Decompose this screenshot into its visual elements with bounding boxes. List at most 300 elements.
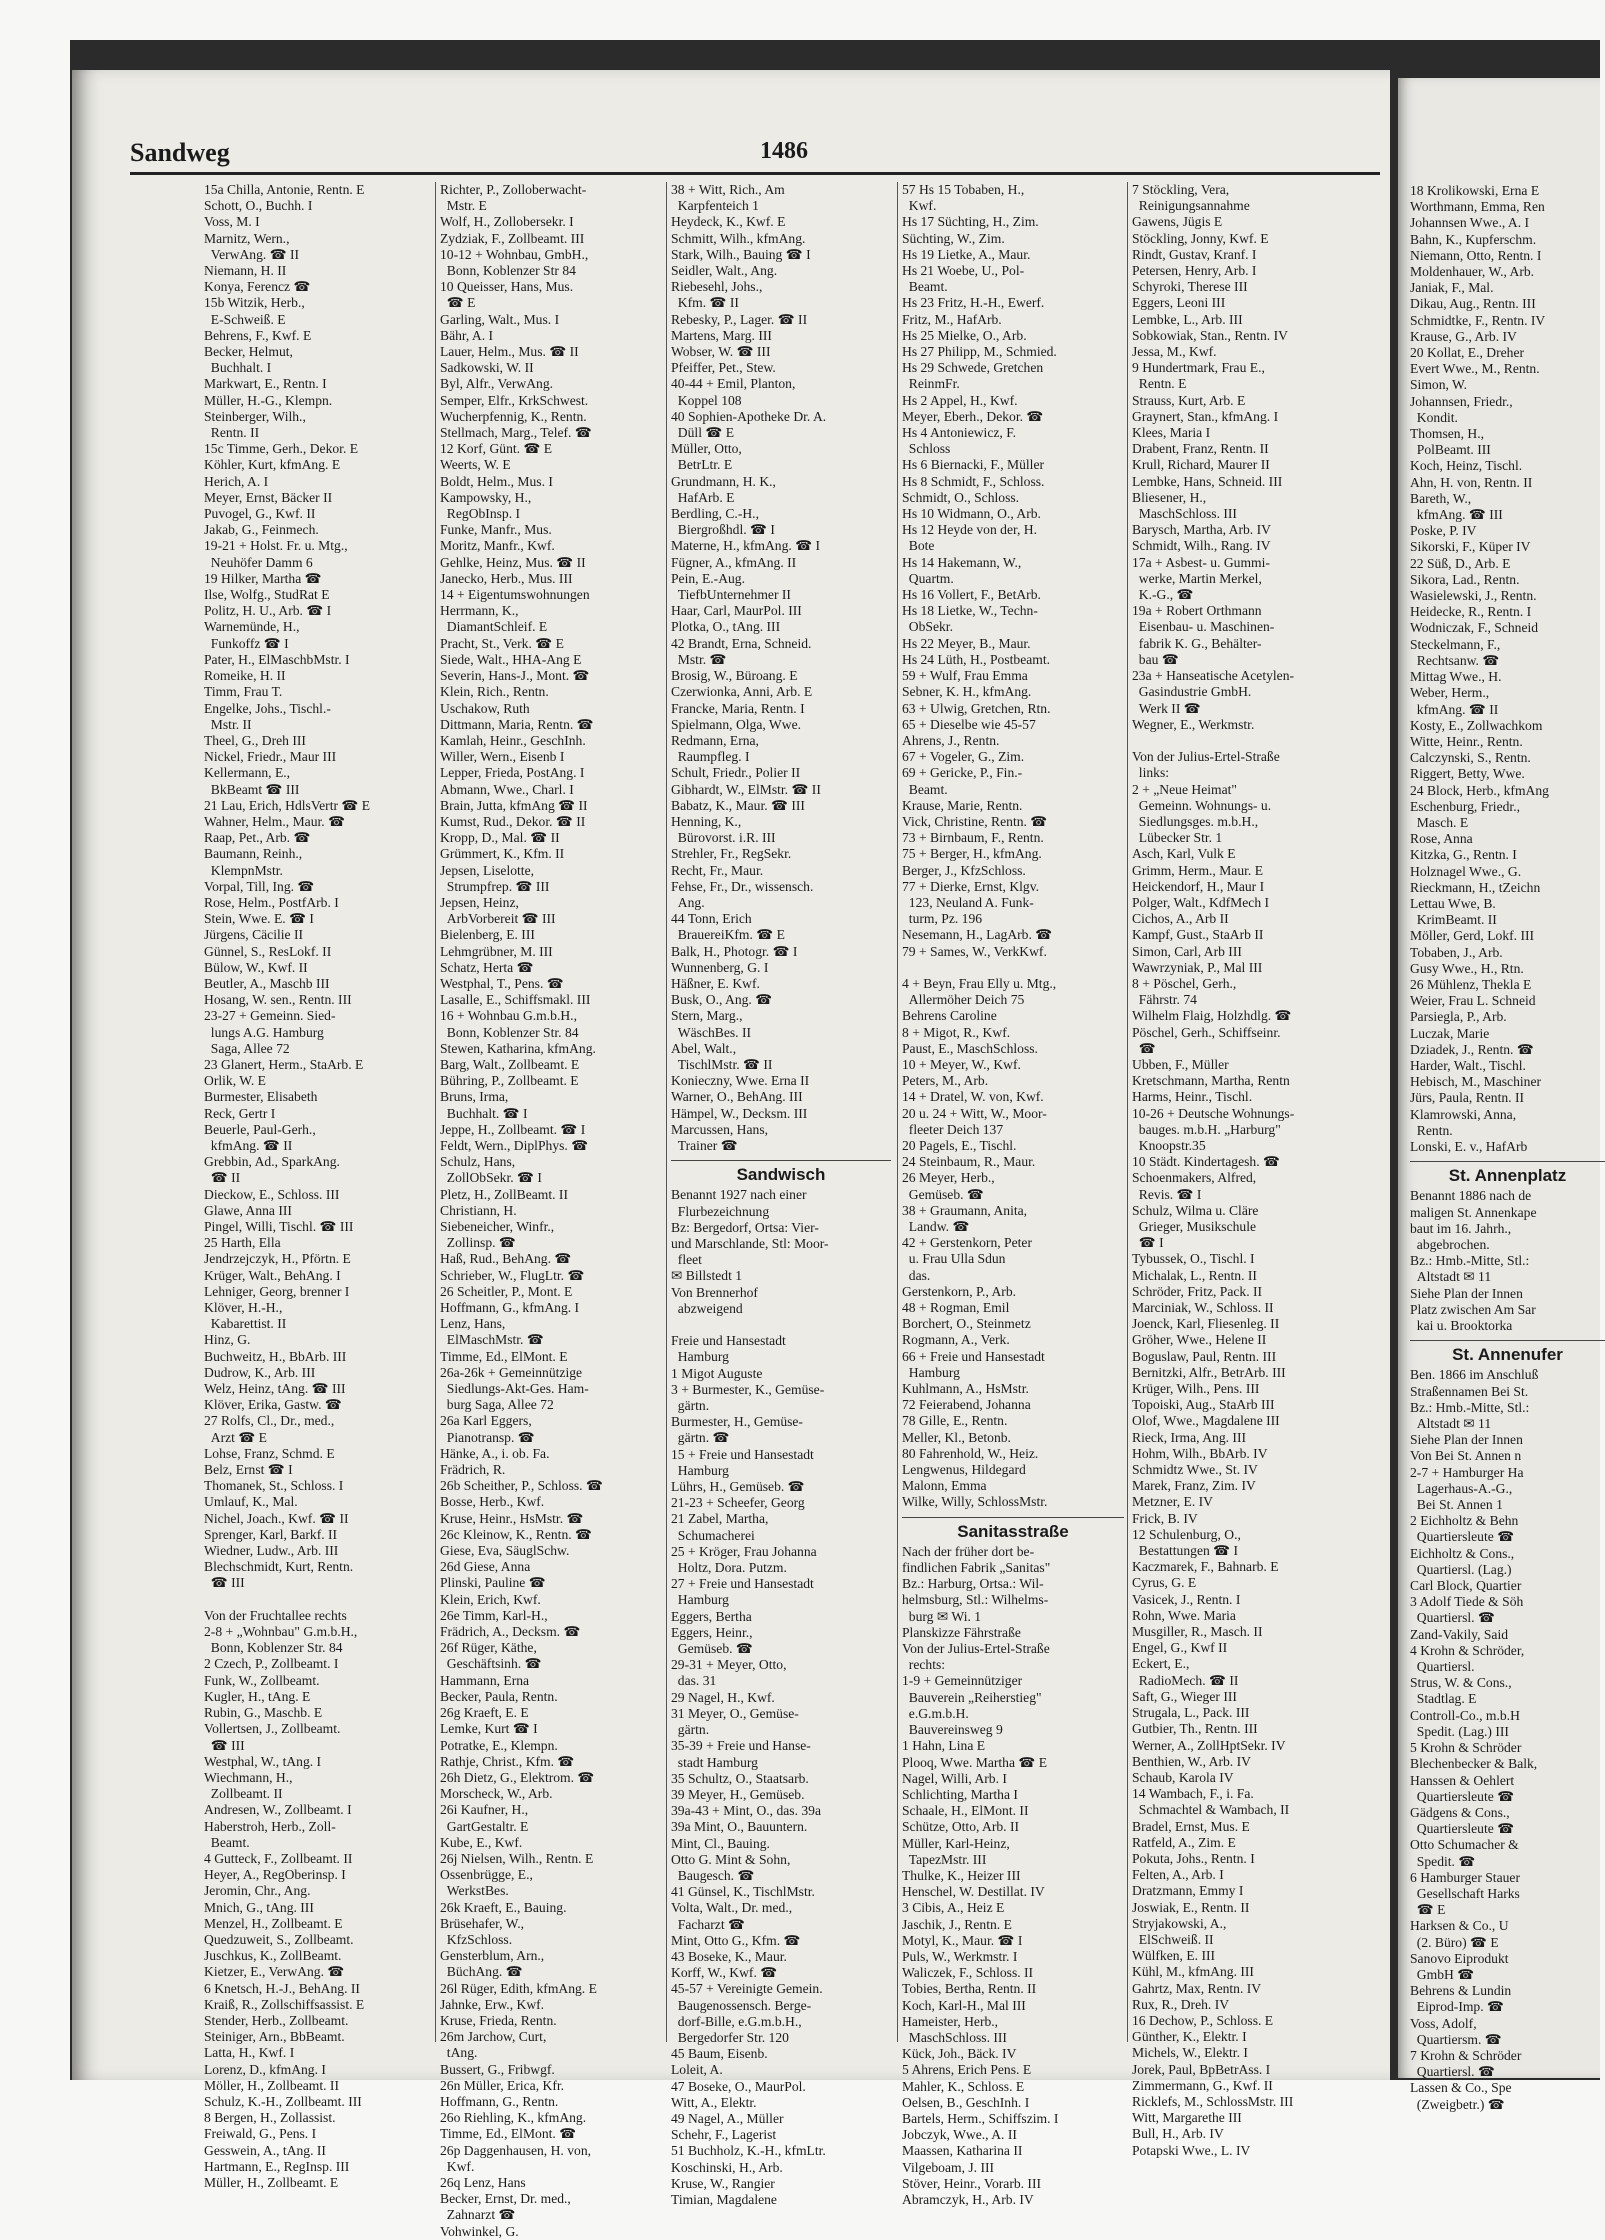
directory-entry: Puls, W., Werkmstr. I (902, 1948, 1018, 1964)
directory-entry: 73 + Birnbaum, F., Rentn. (902, 830, 1044, 846)
directory-entry: Graynert, Stan., kfmAng. I (1132, 408, 1279, 424)
directory-entry: Werner, A., ZollHptSekr. IV (1132, 1737, 1286, 1753)
directory-entry: Timme, Ed., ElMont. ☎ (440, 2126, 577, 2142)
directory-entry: Bareth, W., (1410, 490, 1472, 506)
directory-entry: Wasielewski, J., Rentn. (1410, 588, 1537, 604)
directory-entry: Lengwenus, Hildegard (902, 1462, 1026, 1478)
directory-entry: Warner, O., BehAng. III (671, 1089, 803, 1105)
directory-entry: Klees, Maria I (1132, 425, 1211, 441)
directory-entry: Redmann, Erna, (671, 732, 759, 748)
directory-entry: Dikau, Aug., Rentn. III (1410, 296, 1536, 312)
directory-entry: Von der Julius-Ertel-Straße (902, 1641, 1050, 1657)
directory-entry: Heickendorf, H., Maur I (1132, 878, 1265, 894)
directory-entry: Lembke, L., Arb. III (1132, 311, 1243, 327)
directory-entry: 1 Migot Auguste (671, 1365, 763, 1381)
directory-entry: 78 Gille, E., Rentn. (902, 1413, 1008, 1429)
directory-entry: 42 + Gerstenkorn, Peter (902, 1235, 1032, 1251)
directory-entry: Zahnarzt ☎ (440, 2207, 516, 2223)
directory-entry: BüchAng. ☎ (440, 1964, 523, 1980)
directory-entry: stadt Hamburg (671, 1754, 758, 1770)
directory-entry: Rentn. E (1132, 376, 1187, 392)
directory-entry: 35 Schultz, O., Staatsarb. (671, 1770, 809, 1786)
directory-entry: Stewen, Katharina, kfmAng. (440, 1040, 596, 1056)
directory-entry: 14 + Dratel, W. von, Kwf. (902, 1089, 1044, 1105)
directory-entry: 4 Gutteck, F., Zollbeamt. II (204, 1850, 353, 1866)
directory-entry: Günnel, S., ResLokf. II (204, 943, 332, 959)
directory-entry: 10 + Meyer, W., Kwf. (902, 1056, 1021, 1072)
directory-entry: Rentn. II (204, 425, 260, 441)
directory-entry: Siedlungsges. m.b.H., (1132, 813, 1259, 829)
directory-entry: Kruse, Heinr., HsMstr. ☎ (440, 1510, 584, 1526)
directory-entry: fabrik K. G., Behälter- (1132, 635, 1262, 651)
directory-column-4 (897, 182, 1124, 2207)
directory-entry: Eichholtz & Cons., (1410, 1545, 1515, 1561)
directory-entry: Kietzer, E., VerwAng. ☎ (204, 1964, 345, 1980)
directory-entry: Umlauf, K., Mal. (204, 1494, 298, 1510)
directory-entry: Behrens & Lundin (1410, 1983, 1512, 1999)
directory-entry: Altstadt ✉ 11 (1410, 1269, 1492, 1285)
directory-entry: Eschenburg, Friedr., (1410, 798, 1520, 814)
directory-entry: Reck, Gertr I (204, 1105, 276, 1121)
directory-entry: Hs 19 Lietke, A., Maur. (902, 246, 1031, 262)
directory-entry: ElMaschMstr. ☎ (440, 1332, 544, 1348)
directory-entry: 3 + Burmester, K., Gemüse- (671, 1381, 825, 1397)
directory-entry: MaschSchloss. III (1132, 506, 1237, 522)
directory-entry: Holznagel Wwe., G. (1410, 863, 1522, 879)
directory-entry: 2-8 + „Wohnbau" G.m.b.H., (204, 1624, 358, 1640)
directory-entry: 39 Meyer, H., Gemüseb. (671, 1786, 805, 1802)
directory-entry: Nesemann, H., LagArb. ☎ (902, 927, 1053, 943)
directory-entry: Quedzuweit, S., Zollbeamt. (204, 1931, 354, 1947)
section-divider (1410, 1340, 1605, 1341)
directory-entry: Masch. E (1410, 814, 1469, 830)
directory-entry: Ben. 1866 im Anschluß (1410, 1367, 1539, 1383)
directory-entry: PolBeamt. III (1410, 442, 1491, 458)
directory-entry: Beamt. (902, 279, 948, 295)
directory-entry: 14 Wambach, F., i. Fa. (1132, 1786, 1254, 1802)
directory-entry: 3 Adolf Tiede & Söh (1410, 1594, 1524, 1610)
directory-entry: Meyer, Eberh., Dekor. ☎ (902, 408, 1044, 424)
directory-entry: Timme, Ed., ElMont. E (440, 1348, 568, 1364)
directory-entry: Schlichting, Martha I (902, 1786, 1018, 1802)
directory-entry: Andresen, W., Zollbeamt. I (204, 1802, 352, 1818)
directory-entry: Nach der früher dort be- (902, 1543, 1035, 1559)
directory-entry: 27 + Freie und Hansestadt (671, 1576, 814, 1592)
directory-entry: Lübecker Str. 1 (1132, 830, 1223, 846)
header-rule (130, 172, 1380, 175)
directory-entry: Maassen, Katharina II (902, 2143, 1023, 2159)
directory-entry: Bühring, P., Zollbeamt. E (440, 1073, 579, 1089)
directory-entry: 39a Mint, O., Bauuntern. (671, 1819, 808, 1835)
directory-entry: 72 Feierabend, Johanna (902, 1397, 1031, 1413)
directory-entry: Lassen & Co., Spe (1410, 2080, 1512, 2096)
directory-entry: ☎ E (1410, 1902, 1446, 1918)
directory-entry: Felten, A., Arb. I (1132, 1867, 1224, 1883)
directory-entry: Warnemünde, H., (204, 619, 300, 635)
directory-entry: Drabent, Franz, Rentn. II (1132, 441, 1269, 457)
directory-entry: Spielmann, Olga, Wwe. (671, 716, 801, 732)
directory-entry: Dieckow, E., Schloss. III (204, 1186, 340, 1202)
directory-entry: Quartiersl. ☎ (1410, 1610, 1495, 1626)
directory-entry: Balk, H., Photogr. ☎ I (671, 943, 798, 959)
directory-entry: Stadtlag. E (1410, 1691, 1477, 1707)
directory-entry: Harms, Heinr., Tischl. (1132, 1089, 1253, 1105)
directory-entry: Lonski, E. v., HafArb (1410, 1138, 1528, 1154)
directory-entry: Haß, Rud., BehAng. ☎ (440, 1251, 572, 1267)
directory-entry: Quartiersl. ☎ (1410, 2064, 1495, 2080)
directory-entry: 21 Lau, Erich, HdlsVertr ☎ E (204, 797, 371, 813)
directory-entry: Abramczyk, H., Arb. IV (902, 2191, 1034, 2207)
directory-entry: Haberstroh, Herb., Zoll- (204, 1818, 336, 1834)
directory-entry: 40-44 + Emil, Planton, (671, 376, 796, 392)
directory-entry: Schaub, Karola IV (1132, 1769, 1234, 1785)
directory-entry: Jepsen, Liselotte, (440, 862, 535, 878)
directory-entry: Allermöher Deich 75 (902, 992, 1025, 1008)
directory-entry: Klein, Rich., Rentn. (440, 684, 549, 700)
directory-entry: Dziadek, J., Rentn. ☎ (1410, 1041, 1534, 1057)
directory-entry: Hs 2 Appel, H., Kwf. (902, 392, 1018, 408)
directory-entry: Worthmann, Emma, Ren (1410, 199, 1545, 215)
directory-entry: Zollinsp. ☎ (440, 1235, 516, 1251)
directory-entry: E-Schweiß. E (204, 311, 286, 327)
directory-entry: Hs 4 Antoniewicz, F. (902, 425, 1017, 441)
directory-entry: Pein, E.-Aug. (671, 570, 746, 586)
directory-entry: Mittag Wwe., H. (1410, 669, 1502, 685)
directory-entry: ReinmFr. (902, 376, 960, 392)
directory-entry: Meyer, Ernst, Bäcker II (204, 489, 333, 505)
directory-entry: Bauverein „Reiherstieg" (902, 1689, 1042, 1705)
directory-entry: Quartiersleute ☎ (1410, 1529, 1515, 1545)
directory-entry: Jepsen, Heinz, (440, 894, 519, 910)
directory-entry: 80 Fahrenhold, W., Heiz. (902, 1445, 1039, 1461)
directory-entry: Grimm, Herm., Maur. E (1132, 862, 1264, 878)
directory-entry: Beutler, A., Maschb III (204, 975, 330, 991)
directory-entry: Markwart, E., Rentn. I (204, 376, 327, 392)
directory-entry: Straßennamen Bei St. (1410, 1383, 1529, 1399)
directory-entry: 43 Boseke, K., Maur. (671, 1948, 787, 1964)
directory-entry: Benthien, W., Arb. IV (1132, 1753, 1251, 1769)
directory-entry: Saga, Allee 72 (204, 1040, 290, 1056)
directory-entry: Klöver, Erika, Gastw. ☎ (204, 1397, 342, 1413)
directory-entry: Bliesener, H., (1132, 489, 1207, 505)
page-number: 1486 (760, 138, 808, 164)
directory-entry: 44 Tonn, Erich (671, 911, 752, 927)
directory-entry: Süchting, W., Zim. (902, 230, 1005, 246)
directory-entry: Buchhalt. ☎ I (440, 1105, 528, 1121)
directory-entry: DiamantSchleif. E (440, 619, 548, 635)
directory-entry: Hs 14 Hakemann, W., (902, 554, 1022, 570)
directory-entry: 51 Buchholz, K.-H., kfmLtr. (671, 2143, 826, 2159)
directory-entry: Spedit. ☎ (1410, 1853, 1476, 1869)
directory-entry: 67 + Vogeler, G., Zim. (902, 749, 1025, 765)
directory-entry: 20 u. 24 + Witt, W., Moor- (902, 1105, 1047, 1121)
directory-entry: Waliczek, F., Schloss. II (902, 1965, 1034, 1981)
directory-entry: Lembke, Hans, Schneid. III (1132, 473, 1283, 489)
directory-entry: Bernitzki, Alfr., BetrArb. III (1132, 1364, 1286, 1380)
directory-entry: Michalak, L., Rentn. II (1132, 1267, 1257, 1283)
directory-entry: Pokuta, Johs., Rentn. I (1132, 1850, 1255, 1866)
directory-entry: 27 Rolfs, Cl., Dr., med., (204, 1413, 335, 1429)
directory-entry: Gerstenkorn, P., Arb. (902, 1283, 1017, 1299)
directory-entry: Müller, Karl-Heinz, (902, 1835, 1010, 1851)
directory-entry: Sprenger, Karl, Barkf. II (204, 1526, 338, 1542)
directory-entry: Giese, Eva, SäuglSchw. (440, 1543, 570, 1559)
directory-entry: Lepper, Frieda, PostAng. I (440, 765, 585, 781)
directory-entry: Cichos, A., Arb II (1132, 911, 1229, 927)
directory-entry: Gemeinn. Wohnungs- u. (1132, 797, 1272, 813)
directory-entry: bau ☎ (1132, 651, 1179, 667)
section-divider (671, 1160, 891, 1161)
directory-entry: Quartiersm. ☎ (1410, 2031, 1502, 2047)
directory-entry: 17a + Asbest- u. Gummi- (1132, 554, 1270, 570)
directory-entry: Bonn, Koblenzer Str. 84 (440, 1024, 579, 1040)
directory-entry: Frick, B. IV (1132, 1510, 1198, 1526)
directory-entry: Brüsehafer, W., (440, 1915, 525, 1931)
directory-entry: Biergroßhdl. ☎ I (671, 522, 775, 538)
directory-entry: 25 Harth, Ella (204, 1235, 281, 1251)
directory-entry: Bähr, A. I (440, 327, 494, 343)
directory-entry: Schloss (902, 441, 951, 457)
directory-entry: TapezMstr. III (902, 1851, 987, 1867)
directory-entry: Wülfken, E. III (1132, 1948, 1216, 1964)
directory-entry: Hs 8 Schmidt, F., Schloss. (902, 473, 1045, 489)
directory-entry: Wiechmann, H., (204, 1769, 293, 1785)
directory-entry: 26q Lenz, Hans (440, 2174, 526, 2190)
directory-entry: 2 + „Neue Heimat" (1132, 781, 1237, 797)
directory-entry: Bruns, Irma, (440, 1089, 509, 1105)
directory-entry: 26a-26k + Gemeinnützige (440, 1364, 583, 1380)
directory-entry: Witt, Margarethe III (1132, 2110, 1242, 2126)
directory-entry: Plotka, O., tAng. III (671, 619, 781, 635)
directory-entry: Wodniczak, F., Schneid (1410, 620, 1539, 636)
directory-entry: (Zweigbetr.) ☎ (1410, 2096, 1505, 2112)
adjacent-page-column (1410, 183, 1605, 2113)
directory-entry: Stöckling, Jonny, Kwf. E (1132, 230, 1269, 246)
directory-entry: Bestattungen ☎ I (1132, 1543, 1239, 1559)
directory-entry: helmsburg, Stl.: Wilhelms- (902, 1592, 1049, 1608)
directory-entry: Günther, K., Elektr. I (1132, 2029, 1247, 2045)
directory-entry: 7 Stöckling, Vera, (1132, 182, 1230, 197)
directory-entry: Stryjakowski, A., (1132, 1915, 1227, 1931)
directory-entry: Hameister, Herb., (902, 2013, 999, 2029)
directory-entry: BrauereiKfm. ☎ E (671, 927, 785, 943)
directory-entry: 39a-43 + Mint, O., das. 39a (671, 1803, 822, 1819)
directory-entry (671, 1317, 891, 1333)
directory-entry: Rathje, Christ., Kfm. ☎ (440, 1753, 575, 1769)
directory-entry: 123, Neuland A. Funk- (902, 894, 1034, 910)
directory-entry: Jeromin, Chr., Ang. (204, 1883, 311, 1899)
directory-entry: Hamburg (671, 1592, 729, 1608)
directory-entry: Vorpal, Till, Ing. ☎ (204, 878, 315, 894)
directory-entry: Metzner, E. IV (1132, 1494, 1213, 1510)
directory-entry: 4 + Beyn, Frau Elly u. Mtg., (902, 975, 1057, 991)
directory-entry: 42 Brandt, Erna, Schneid. (671, 635, 812, 651)
directory-entry: Kraiß, R., Zollschiffsassist. E (204, 1996, 365, 2012)
directory-entry: Siedlungs-Akt-Ges. Ham- (440, 1381, 589, 1397)
directory-entry: Jeppe, H., Zollbeamt. ☎ I (440, 1121, 586, 1137)
directory-entry: Latta, H., Kwf. I (204, 2045, 295, 2061)
directory-entry: Baugenossensch. Berge- (671, 1997, 812, 2013)
directory-entry: 29 Nagel, H., Kwf. (671, 1689, 775, 1705)
directory-entry: Schehr, F., Lagerist (671, 2127, 777, 2143)
directory-entry: Grieger, Musikschule (1132, 1219, 1257, 1234)
directory-entry: Sebner, K. H., kfmAng. (902, 684, 1032, 700)
directory-entry: Marnitz, Wern., (204, 230, 290, 246)
directory-entry: WerkstBes. (440, 1883, 509, 1899)
directory-entry: Jaschik, J., Rentn. E (902, 1916, 1012, 1932)
directory-entry: Ubben, F., Müller (1132, 1056, 1229, 1072)
directory-entry: Loleit, A. (671, 2062, 723, 2078)
directory-entry: Vasicek, J., Rentn. I (1132, 1591, 1241, 1607)
directory-entry: Grümmert, K., Kfm. II (440, 846, 565, 862)
directory-entry: Welz, Heinz, tAng. ☎ III (204, 1381, 346, 1397)
directory-entry: 65 + Dieselbe wie 45-57 (902, 716, 1036, 732)
directory-entry: Kampf, Gust., StaArb II (1132, 927, 1264, 943)
directory-entry: 16 Dechow, P., Schloss. E (1132, 2012, 1274, 2028)
street-heading: St. Annenufer (1452, 1345, 1563, 1365)
directory-entry: Stern, Marg., (671, 1008, 743, 1024)
directory-entry: gärtn. (671, 1722, 710, 1738)
directory-entry: 47 Boseke, O., MaurPol. (671, 2078, 806, 2094)
directory-entry: Neuhöfer Damm 6 (204, 554, 313, 570)
directory-entry: Gensterblum, Arn., (440, 1948, 545, 1964)
directory-entry: 45-57 + Vereinigte Gemein. (671, 1981, 823, 1997)
directory-entry: kfmAng. ☎ II (204, 1137, 293, 1153)
directory-entry: GmbH ☎ (1410, 1966, 1475, 1982)
directory-entry: 38 + Witt, Rich., Am (671, 182, 785, 197)
directory-entry: Harder, Walt., Tischl. (1410, 1057, 1526, 1073)
directory-entry: Garling, Walt., Mus. I (440, 311, 560, 327)
street-heading: Sanitasstraße (957, 1521, 1069, 1541)
directory-entry: Planskizze Fährstraße (902, 1624, 1021, 1640)
directory-entry: Quartiersl. (1410, 1659, 1475, 1675)
directory-entry: Schmachtel & Wambach, II (1132, 1802, 1290, 1818)
directory-entry: Ahn, H. von, Rentn. II (1410, 474, 1533, 490)
directory-entry: Hs 12 Heyde von der, H. (902, 522, 1037, 538)
directory-entry: 8 + Migot, R., Kwf. (902, 1024, 1011, 1040)
directory-column-5 (1127, 182, 1392, 2158)
directory-entry: ☎ (1132, 1040, 1156, 1056)
directory-entry: Strus, W. & Cons., (1410, 1675, 1512, 1691)
directory-entry: 35-39 + Freie und Hanse- (671, 1738, 811, 1754)
directory-entry: 26c Kleinow, K., Rentn. ☎ (440, 1526, 592, 1542)
directory-entry: Thulke, K., Heizer III (902, 1867, 1021, 1883)
directory-entry: Olof, Wwe., Magdalene III (1132, 1413, 1280, 1429)
directory-entry: Severin, Hans-J., Mont. ☎ (440, 668, 590, 684)
directory-entry: Haar, Carl, MaurPol. III (671, 603, 802, 619)
directory-entry: Belz, Ernst ☎ I (204, 1462, 293, 1478)
directory-entry: Hebisch, M., Maschiner (1410, 1074, 1541, 1090)
directory-entry: Busk, O., Ang. ☎ (671, 992, 773, 1008)
adjacent-page (1398, 78, 1600, 2112)
directory-entry: turm, Pz. 196 (902, 911, 983, 927)
directory-entry: Ossenbrügge, E., (440, 1867, 533, 1883)
directory-entry: Bz.: Hmb.-Mitte, Stl.: (1410, 1253, 1530, 1269)
directory-entry: Schmidtz Wwe., St. IV (1132, 1462, 1258, 1478)
directory-entry: Tobaben, J., Arb. (1410, 944, 1503, 960)
directory-entry: 23a + Hanseatische Acetylen- (1132, 668, 1295, 684)
directory-entry: Schulz, K.-H., Zollbeamt. III (204, 2093, 362, 2109)
directory-entry: Koch, Karl-H., Mal III (902, 1997, 1026, 2013)
directory-entry: 26h Dietz, G., Elektrom. ☎ (440, 1769, 595, 1785)
directory-entry: Timian, Magdalene (671, 2191, 777, 2207)
directory-entry: 45 Baum, Eisenb. (671, 2046, 768, 2062)
directory-entry: 5 Krohn & Schröder (1410, 1740, 1522, 1756)
directory-entry: Kropp, D., Mal. ☎ II (440, 830, 560, 846)
directory-entry: Schott, O., Buchh. I (204, 198, 313, 214)
directory-entry: 20 Pagels, E., Tischl. (902, 1137, 1017, 1153)
directory-entry: 26b Scheither, P., Schloss. ☎ (440, 1478, 603, 1494)
directory-entry: Stark, Wilh., Bauing ☎ I (671, 246, 811, 262)
directory-entry: Freie und Hansestadt (671, 1333, 786, 1349)
directory-column-1 (200, 182, 426, 2190)
directory-entry: Lorenz, D., kfmAng. I (204, 2061, 326, 2077)
directory-column-3 (666, 182, 891, 2207)
directory-entry: Poske, P. IV (1410, 523, 1477, 539)
directory-entry: Asch, Karl, Vulk E (1132, 846, 1236, 862)
directory-entry: Marciniak, W., Schloss. II (1132, 1300, 1274, 1316)
directory-entry: Timm, Frau T. (204, 684, 283, 700)
directory-entry: Potratke, E., Klempn. (440, 1737, 558, 1753)
directory-entry: und Marschlande, Stl: Moor- (671, 1236, 829, 1251)
directory-entry: Otto Schumacher & (1410, 1837, 1519, 1853)
directory-entry: Dratzmann, Emmy I (1132, 1883, 1244, 1899)
directory-entry: Von der Julius-Ertel-Straße (1132, 749, 1280, 765)
directory-entry: KlempnMstr. (204, 862, 283, 878)
directory-entry: Babatz, K., Maur. ☎ III (671, 797, 805, 813)
directory-entry: Sanovo Eiprodukt (1410, 1950, 1509, 1966)
directory-entry: Puvogel, G., Kwf. II (204, 506, 316, 522)
directory-entry: Bradel, Ernst, Mus. E (1132, 1818, 1250, 1834)
directory-entry: abgebrochen. (1410, 1237, 1490, 1252)
directory-entry: Mstr. ☎ (671, 651, 727, 667)
directory-entry: ElSchweiß. II (1132, 1931, 1214, 1947)
directory-entry: Plooq, Wwe. Martha ☎ E (902, 1754, 1048, 1770)
directory-entry: 6 Hamburger Stauer (1410, 1869, 1520, 1885)
directory-entry: ☎ I (1132, 1235, 1164, 1251)
directory-entry: Eggers, Bertha (671, 1608, 752, 1624)
directory-entry: rechts: (902, 1657, 946, 1673)
directory-entry: Köhler, Kurt, kfmAng. E (204, 457, 341, 473)
directory-entry: Riggert, Betty, Wwe. (1410, 766, 1525, 782)
directory-entry: 26o Riehling, K., kfmAng. (440, 2110, 587, 2126)
directory-entry: Hamburg (671, 1462, 729, 1478)
directory-entry: Bull, H., Arb. IV (1132, 2126, 1224, 2142)
directory-entry: GartGestaltr. E (440, 1818, 529, 1834)
directory-entry: Funkoffz ☎ I (204, 635, 289, 651)
directory-entry: Kube, E., Kwf. (440, 1834, 523, 1850)
directory-entry: Wawrzyniak, P., Mal III (1132, 959, 1263, 975)
directory-entry: 23 Glanert, Herm., StaArb. E (204, 1056, 364, 1072)
directory-entry: Kamlah, Heinr., GeschInh. (440, 732, 586, 748)
directory-entry: burg ✉ Wi. 1 (902, 1608, 982, 1624)
directory-entry: Motyl, K., Maur. ☎ I (902, 1932, 1023, 1948)
directory-entry: Hs 10 Widmann, O., Arb. (902, 506, 1041, 522)
directory-entry: Bussert, G., Fribwgf. (440, 2061, 555, 2077)
directory-entry: Steinberger, Wilh., (204, 408, 306, 424)
directory-entry: 2-7 + Hamburger Ha (1410, 1464, 1524, 1480)
directory-entry: Vick, Christine, Rentn. ☎ (902, 813, 1048, 829)
directory-entry: Sadkowski, W. II (440, 360, 534, 376)
directory-entry: Niemann, H. II (204, 263, 287, 279)
directory-entry: Rieckmann, H., tZeichn (1410, 879, 1541, 895)
directory-entry: 59 + Wulf, Frau Emma (902, 668, 1028, 684)
directory-entry: K.-G., ☎ (1132, 587, 1194, 603)
directory-entry: Stein, Wwe. E. ☎ I (204, 911, 314, 927)
directory-entry: 8 + Pöschel, Gerh., (1132, 975, 1237, 991)
directory-entry: Lagerhaus-A.-G., (1410, 1480, 1513, 1496)
directory-entry: ☎ II (204, 1170, 241, 1186)
